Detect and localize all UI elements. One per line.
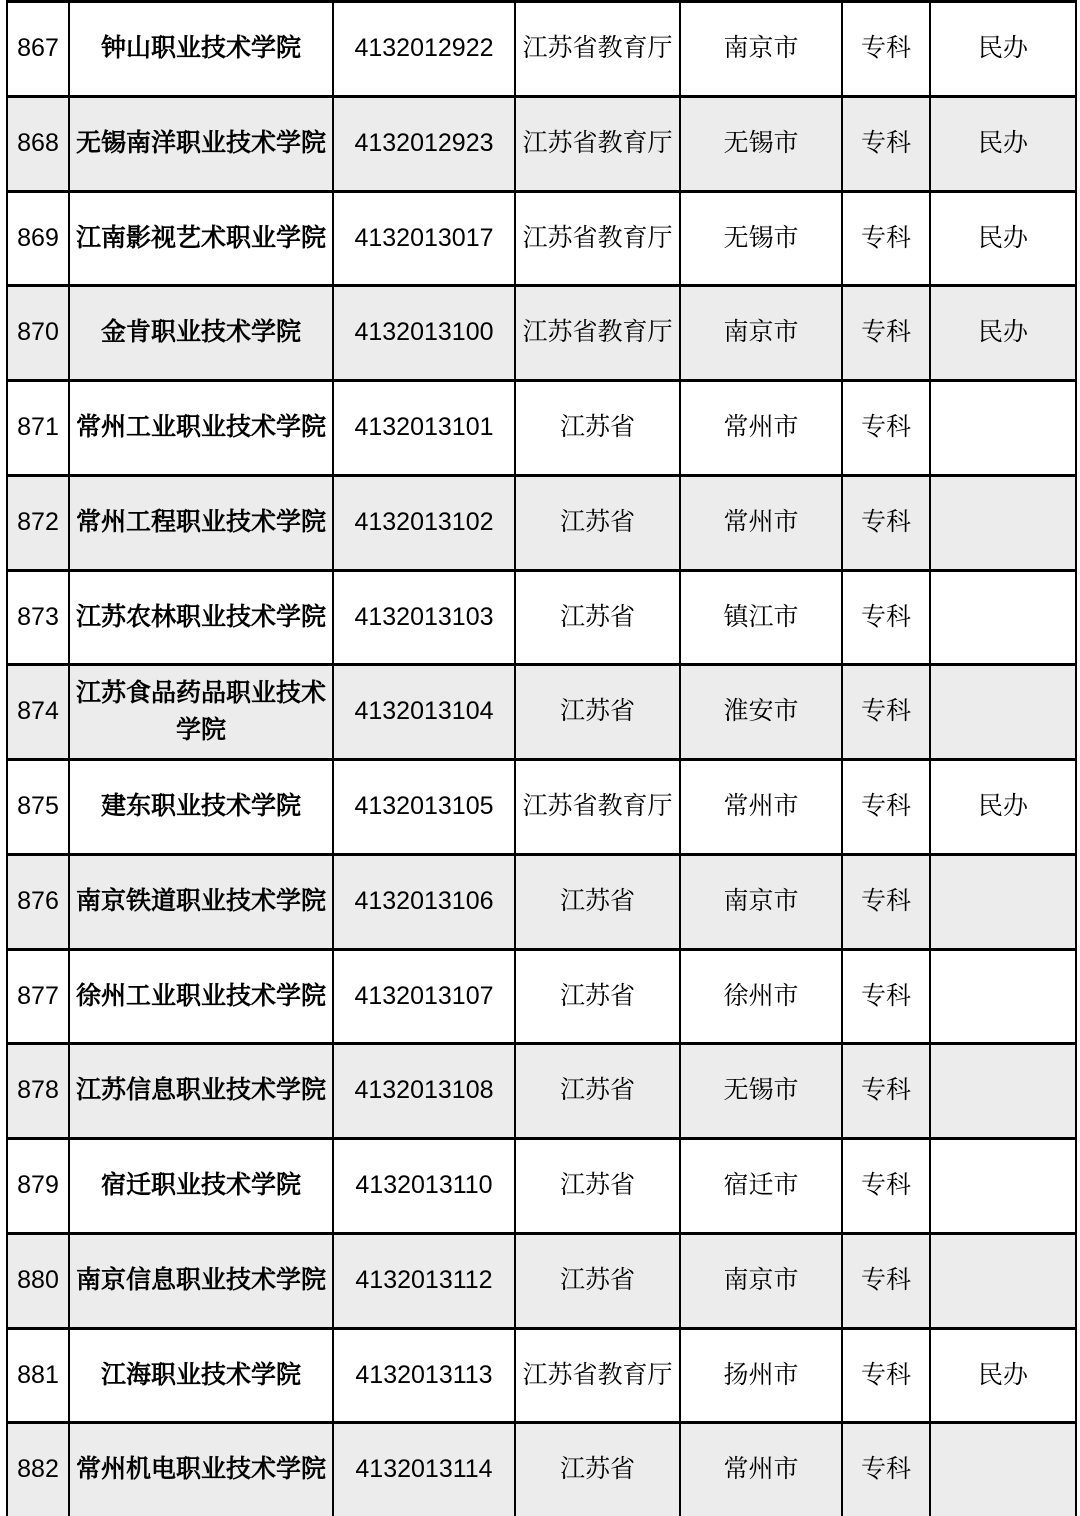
education-level: 专科	[842, 475, 930, 570]
table-row	[7, 1423, 1076, 1516]
school-name: 建东职业技术学院	[69, 760, 333, 855]
remark	[930, 570, 1076, 665]
school-name: 金肯职业技术学院	[69, 286, 333, 381]
school-code: 4132013104	[333, 665, 515, 760]
school-name: 江南影视艺术职业学院	[69, 191, 333, 286]
education-level: 专科	[842, 570, 930, 665]
education-level: 专科	[842, 760, 930, 855]
city: 常州市	[680, 760, 842, 855]
school-code: 4132013105	[333, 760, 515, 855]
school-code: 4132013100	[333, 286, 515, 381]
school-name: 南京信息职业技术学院	[69, 1233, 333, 1328]
row-number: 877	[7, 949, 69, 1044]
school-code: 4132013114	[333, 1423, 515, 1516]
table-row	[7, 1328, 1076, 1423]
city: 淮安市	[680, 665, 842, 760]
city: 常州市	[680, 1423, 842, 1516]
table-row	[7, 854, 1076, 949]
school-name: 江海职业技术学院	[69, 1328, 333, 1423]
school-code: 4132012923	[333, 96, 515, 191]
table-row	[7, 286, 1076, 381]
row-number: 875	[7, 760, 69, 855]
authority: 江苏省	[515, 1139, 680, 1234]
remark: 民办	[930, 191, 1076, 286]
school-list-table	[6, 0, 1077, 1516]
city: 南京市	[680, 286, 842, 381]
authority: 江苏省	[515, 1423, 680, 1516]
table-row	[7, 1139, 1076, 1234]
school-name: 无锡南洋职业技术学院	[69, 96, 333, 191]
remark: 民办	[930, 96, 1076, 191]
school-code: 4132013108	[333, 1044, 515, 1139]
table-row	[7, 1044, 1076, 1139]
table-row	[7, 570, 1076, 665]
remark	[930, 854, 1076, 949]
school-table-body	[7, 2, 1076, 1516]
table-row	[7, 475, 1076, 570]
education-level: 专科	[842, 854, 930, 949]
school-code: 4132013110	[333, 1139, 515, 1234]
row-number: 874	[7, 665, 69, 760]
table-row	[7, 381, 1076, 476]
school-code: 4132013101	[333, 381, 515, 476]
row-number: 867	[7, 2, 69, 97]
education-level: 专科	[842, 949, 930, 1044]
table-row	[7, 191, 1076, 286]
school-name: 常州工业职业技术学院	[69, 381, 333, 476]
school-code: 4132013106	[333, 854, 515, 949]
education-level: 专科	[842, 286, 930, 381]
school-code: 4132013017	[333, 191, 515, 286]
authority: 江苏省教育厅	[515, 2, 680, 97]
remark	[930, 475, 1076, 570]
school-name: 宿迁职业技术学院	[69, 1139, 333, 1234]
remark	[930, 381, 1076, 476]
row-number: 882	[7, 1423, 69, 1516]
remark	[930, 665, 1076, 760]
row-number: 869	[7, 191, 69, 286]
city: 镇江市	[680, 570, 842, 665]
remark	[930, 1233, 1076, 1328]
authority: 江苏省教育厅	[515, 191, 680, 286]
authority: 江苏省	[515, 949, 680, 1044]
authority: 江苏省	[515, 381, 680, 476]
authority: 江苏省	[515, 1233, 680, 1328]
authority: 江苏省	[515, 570, 680, 665]
education-level: 专科	[842, 96, 930, 191]
school-name: 江苏食品药品职业技术学院	[69, 665, 333, 760]
school-name: 钟山职业技术学院	[69, 2, 333, 97]
school-name: 江苏农林职业技术学院	[69, 570, 333, 665]
authority: 江苏省教育厅	[515, 760, 680, 855]
remark	[930, 949, 1076, 1044]
school-code: 4132013103	[333, 570, 515, 665]
city: 无锡市	[680, 96, 842, 191]
city: 无锡市	[680, 1044, 842, 1139]
school-code: 4132013113	[333, 1328, 515, 1423]
remark: 民办	[930, 1328, 1076, 1423]
authority: 江苏省教育厅	[515, 96, 680, 191]
school-code: 4132013102	[333, 475, 515, 570]
row-number: 872	[7, 475, 69, 570]
row-number: 879	[7, 1139, 69, 1234]
row-number: 870	[7, 286, 69, 381]
school-name: 江苏信息职业技术学院	[69, 1044, 333, 1139]
authority: 江苏省	[515, 475, 680, 570]
city: 常州市	[680, 475, 842, 570]
education-level: 专科	[842, 1233, 930, 1328]
education-level: 专科	[842, 1044, 930, 1139]
table-row	[7, 665, 1076, 760]
row-number: 876	[7, 854, 69, 949]
school-name: 徐州工业职业技术学院	[69, 949, 333, 1044]
school-code: 4132013112	[333, 1233, 515, 1328]
education-level: 专科	[842, 665, 930, 760]
school-name: 常州工程职业技术学院	[69, 475, 333, 570]
city: 南京市	[680, 2, 842, 97]
city: 宿迁市	[680, 1139, 842, 1234]
row-number: 881	[7, 1328, 69, 1423]
row-number: 871	[7, 381, 69, 476]
remark: 民办	[930, 286, 1076, 381]
city: 徐州市	[680, 949, 842, 1044]
row-number: 878	[7, 1044, 69, 1139]
table-row	[7, 760, 1076, 855]
city: 无锡市	[680, 191, 842, 286]
authority: 江苏省	[515, 1044, 680, 1139]
remark: 民办	[930, 2, 1076, 97]
row-number: 880	[7, 1233, 69, 1328]
education-level: 专科	[842, 191, 930, 286]
authority: 江苏省	[515, 665, 680, 760]
school-name: 南京铁道职业技术学院	[69, 854, 333, 949]
school-name: 常州机电职业技术学院	[69, 1423, 333, 1516]
table-row	[7, 2, 1076, 97]
education-level: 专科	[842, 2, 930, 97]
remark	[930, 1139, 1076, 1234]
education-level: 专科	[842, 381, 930, 476]
authority: 江苏省	[515, 854, 680, 949]
remark	[930, 1423, 1076, 1516]
school-code: 4132012922	[333, 2, 515, 97]
row-number: 873	[7, 570, 69, 665]
authority: 江苏省教育厅	[515, 286, 680, 381]
table-row	[7, 949, 1076, 1044]
authority: 江苏省教育厅	[515, 1328, 680, 1423]
remark	[930, 1044, 1076, 1139]
school-code: 4132013107	[333, 949, 515, 1044]
education-level: 专科	[842, 1328, 930, 1423]
city: 南京市	[680, 1233, 842, 1328]
table-row	[7, 96, 1076, 191]
table-row	[7, 1233, 1076, 1328]
education-level: 专科	[842, 1423, 930, 1516]
city: 扬州市	[680, 1328, 842, 1423]
row-number: 868	[7, 96, 69, 191]
education-level: 专科	[842, 1139, 930, 1234]
city: 南京市	[680, 854, 842, 949]
remark: 民办	[930, 760, 1076, 855]
city: 常州市	[680, 381, 842, 476]
